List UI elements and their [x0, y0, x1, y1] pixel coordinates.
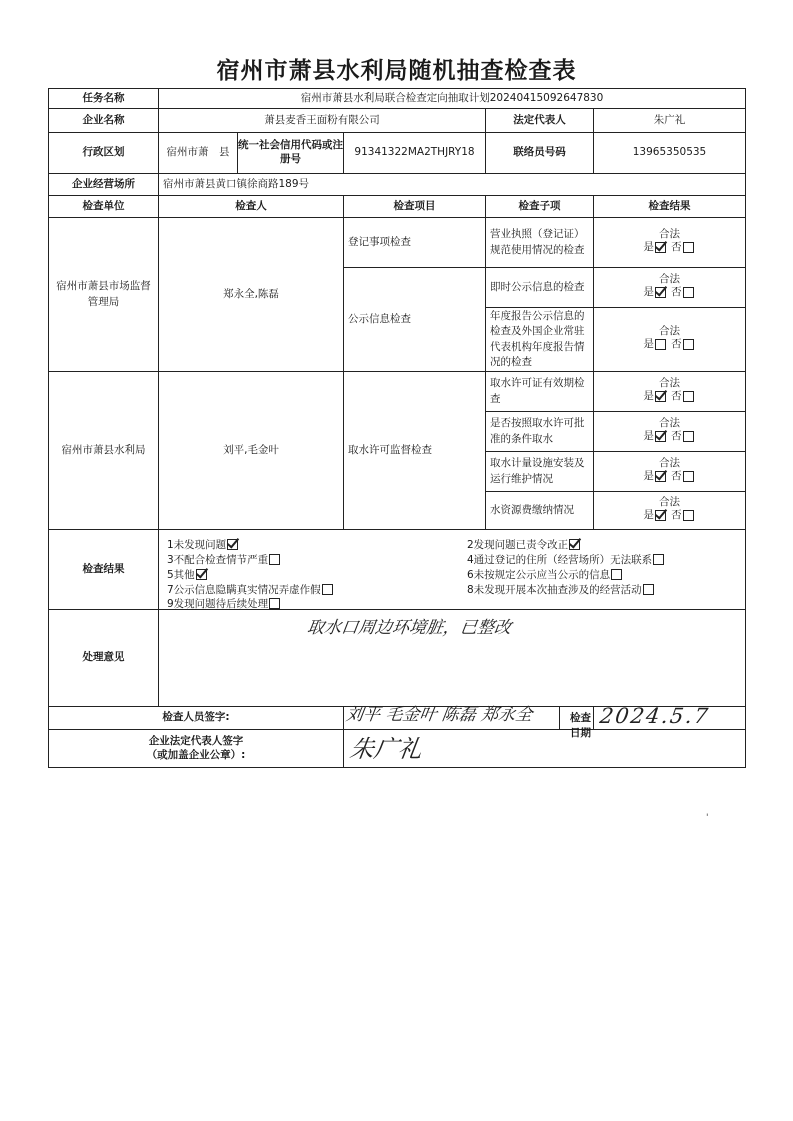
option-not-disclosed: 6未按规定公示应当公示的信息: [467, 569, 624, 581]
option-no-activity: 8未发现开展本次抽查涉及的经营活动: [467, 584, 656, 596]
table-row: [49, 218, 746, 268]
yes-checkbox[interactable]: [655, 471, 666, 482]
handling-note: 取水口周边环境脏，已整改: [305, 618, 513, 638]
company-row: [49, 109, 746, 133]
option-checkbox[interactable]: [653, 554, 664, 565]
inspection-date-label: 检查日期: [570, 712, 591, 740]
task-row: [49, 89, 746, 109]
inspector-signatures: 刘平 毛金叶 陈磊 郑永全: [344, 705, 534, 725]
region-label: 行政区划: [49, 133, 159, 174]
header-subitem: 检查子项: [486, 196, 594, 218]
no-label: 否: [671, 241, 682, 254]
subitem-metering: 取水计量设施安装及运行维护情况: [486, 452, 594, 492]
region-row: [49, 133, 746, 174]
legal-mark: 合法: [659, 273, 680, 286]
option-checkbox[interactable]: [611, 569, 622, 580]
no-checkbox[interactable]: [683, 510, 694, 521]
no-label: 否: [671, 509, 682, 522]
unit-market-bureau: 宿州市萧县市场监督管理局: [49, 218, 159, 372]
yes-label: 是: [643, 241, 654, 254]
header-result: 检查结果: [594, 196, 746, 218]
signature-row: [49, 707, 746, 730]
legal-mark: 合法: [659, 228, 680, 241]
no-label: 否: [671, 470, 682, 483]
result-license: [594, 218, 746, 268]
result-water-fee: [594, 492, 746, 530]
legal-mark: 合法: [659, 325, 680, 338]
option-checkbox[interactable]: [227, 539, 238, 550]
inspection-date-value: 2024.5.7: [598, 704, 712, 728]
option-checkbox[interactable]: [269, 598, 280, 609]
option-checkbox[interactable]: [643, 584, 654, 595]
no-label: 否: [671, 286, 682, 299]
yes-checkbox[interactable]: [655, 339, 666, 350]
rep-sign-label-line1: 企业法定代表人签字: [148, 734, 244, 747]
company-label: 企业名称: [49, 109, 159, 133]
option-other: 5其他: [167, 569, 209, 581]
item-water-permit: 取水许可监督检查: [344, 372, 486, 530]
legal-mark: 合法: [659, 417, 680, 430]
yes-checkbox[interactable]: [655, 391, 666, 402]
option-checkbox[interactable]: [322, 584, 333, 595]
yes-label: 是: [643, 338, 654, 351]
yes-label: 是: [643, 286, 654, 299]
result-metering: [594, 452, 746, 492]
option-uncooperative: 3不配合检查情节严重: [167, 554, 282, 566]
subitem-annual-report: 年度报告公示信息的检查及外国企业常驻代表机构年度报告情况的检查: [486, 308, 594, 372]
yes-checkbox[interactable]: [655, 242, 666, 253]
no-label: 否: [671, 338, 682, 351]
rep-signature-row: [49, 730, 746, 768]
result-annual-report: [594, 308, 746, 372]
address-label: 企业经营场所: [49, 174, 159, 196]
inspector-sign-label: 检查人员签字:: [49, 707, 344, 730]
result-permit-validity: [594, 372, 746, 412]
inspectors-water: 刘平,毛金叶: [159, 372, 344, 530]
yes-checkbox[interactable]: [655, 287, 666, 298]
legal-mark: 合法: [659, 457, 680, 470]
option-checkbox[interactable]: [196, 569, 207, 580]
item-disclosure: 公示信息检查: [344, 268, 486, 372]
option-checkbox[interactable]: [269, 554, 280, 565]
handling-row: [49, 610, 746, 707]
credit-code-label: 统一社会信用代码或注册号: [237, 133, 343, 173]
page-mark: ': [706, 813, 709, 823]
yes-label: 是: [643, 430, 654, 443]
subitem-water-fee: 水资源费缴纳情况: [486, 492, 594, 530]
unit-water-bureau: 宿州市萧县水利局: [49, 372, 159, 530]
rep-signature: 朱广礼: [348, 735, 425, 763]
header-item: 检查项目: [344, 196, 486, 218]
liaison-phone-value: 13965350535: [594, 133, 746, 174]
option-no-problem: 1未发现问题: [167, 539, 240, 551]
result-options-row: [49, 530, 746, 610]
option-unreachable: 4通过登记的住所（经营场所）无法联系: [467, 554, 666, 566]
subitem-permit-conditions: 是否按照取水许可批准的条件取水: [486, 412, 594, 452]
result-instant-disclosure: [594, 268, 746, 308]
header-unit: 检查单位: [49, 196, 159, 218]
legal-rep-value: 朱广礼: [594, 109, 746, 133]
legal-mark: 合法: [659, 377, 680, 390]
yes-label: 是: [643, 470, 654, 483]
yes-label: 是: [643, 390, 654, 403]
page-title: 宿州市萧县水利局随机抽查检查表: [216, 58, 577, 84]
no-label: 否: [671, 430, 682, 443]
no-checkbox[interactable]: [683, 242, 694, 253]
result-options: [159, 535, 745, 610]
yes-checkbox[interactable]: [655, 510, 666, 521]
inspectors-market: 郑永全,陈磊: [159, 218, 344, 372]
item-registration: 登记事项检查: [344, 218, 486, 268]
option-rectified: 2发现问题已责令改正: [467, 539, 582, 551]
yes-checkbox[interactable]: [655, 431, 666, 442]
result-permit-conditions: [594, 412, 746, 452]
no-checkbox[interactable]: [683, 471, 694, 482]
liaison-phone-label: 联络员号码: [486, 133, 594, 174]
option-checkbox[interactable]: [569, 539, 580, 550]
address-value: 宿州市萧县黄口镇徐商路189号: [159, 174, 746, 196]
option-pending: 9发现问题待后续处理: [167, 598, 282, 610]
subitem-license: 营业执照（登记证）规范使用情况的检查: [486, 218, 594, 268]
header-inspector: 检查人: [159, 196, 344, 218]
no-checkbox[interactable]: [683, 431, 694, 442]
no-checkbox[interactable]: [683, 339, 694, 350]
address-row: [49, 174, 746, 196]
task-label: 任务名称: [49, 89, 159, 109]
region-value: 宿州市萧 县: [166, 146, 230, 159]
credit-code-value: 91341322MA2THJRY18: [344, 133, 486, 174]
rep-sign-label: [49, 730, 344, 768]
handling-label: 处理意见: [49, 610, 159, 707]
rep-sign-label-line2: （或加盖企业公章）:: [146, 748, 246, 761]
yes-label: 是: [643, 509, 654, 522]
no-label: 否: [671, 390, 682, 403]
legal-rep-label: 法定代表人: [486, 109, 594, 133]
company-value: 萧县麦香王面粉有限公司: [159, 109, 486, 133]
subitem-instant-disclosure: 即时公示信息的检查: [486, 268, 594, 308]
legal-mark: 合法: [659, 496, 680, 509]
option-falsified: 7公示信息隐瞒真实情况弄虚作假: [167, 584, 335, 596]
result-section-label: 检查结果: [49, 530, 159, 610]
table-row: [49, 372, 746, 412]
subitem-permit-validity: 取水许可证有效期检查: [486, 372, 594, 412]
task-value: 宿州市萧县水利局联合检查定向抽取计划20240415092647830: [159, 89, 746, 109]
no-checkbox[interactable]: [683, 391, 694, 402]
header-row: [49, 196, 746, 218]
inspection-form: [48, 88, 746, 768]
no-checkbox[interactable]: [683, 287, 694, 298]
